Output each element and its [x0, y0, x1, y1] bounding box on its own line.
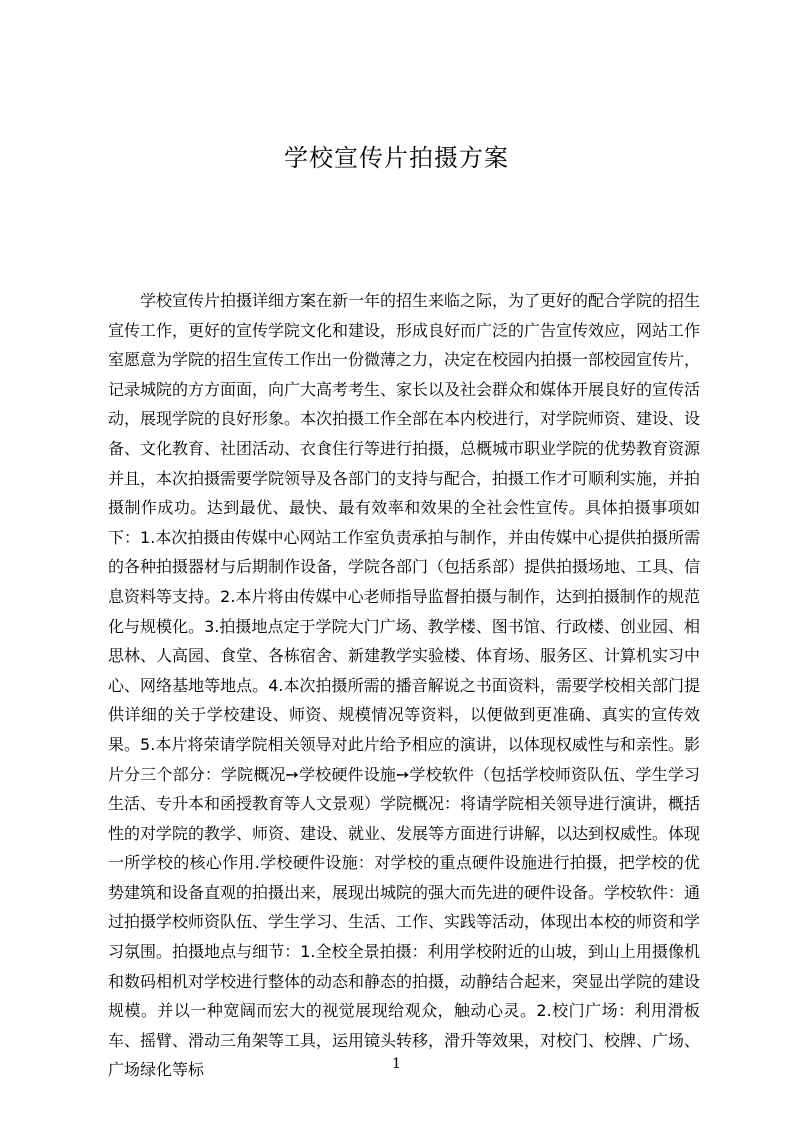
document-body-paragraph: 学校宣传片拍摄详细方案在新一年的招生来临之际，为了更好的配合学院的招生宣传工作，更好的宣传学院文化和建设，形成良好而广泛的广告宣传效应，网站工作室愿意为学院的招生宣传工作出一份微薄之力，决定在校园内拍摄一部校园宣传片，记录城院的方方面面，向广大高考考生、家长以及社会群众和媒体开展良好的宣传活动，展现学院的良好形象。本次拍摄工作全部在本内校进行，对学院师资、建设、设备、文化教育、社团活动、衣食住行等进行拍摄，总概城市职业学院的优势教育资源并且，本次拍摄需要学院领导及各部门的支持与配合，拍摄工作才可顺利实施，并拍摄制作成功。达到最优、最快、最有效率和效果的全社会性宣传。具体拍摄事项如下：1.本次拍摄由传媒中心网站工作室负责承拍与制作，并由传媒中心提供拍摄所需的各种拍摄器材与后期制作设备，学院各部门（包括系部）提供拍摄场地、工具、信息资料等支持。2.本片将由传媒中心老师指导监督拍摄与制作，达到拍摄制作的规范化与规模化。3.拍摄地点定于学院大门广场、教学楼、图书馆、行政楼、创业园、相思林、人高园、食堂、各栋宿舍、新建教学实验楼、体育场、服务区、计算机实习中心、网络基地等地点。4.本次拍摄所需的播音解说之书面资料，需要学校相关部门提供详细的关于学校建设、师资、规模情况等资料，以便做到更准确、真实的宣传效果。5.本片将荣请学院相关领导对此片给予相应的演讲，以体现权威性与和亲性。影片分三个部分：学院概况➙学校硬件设施➙学校软件（包括学校师资队伍、学生学习生活、专升本和函授教育等人文景观）学院概况：将请学院相关领导进行演讲，概括性的对学院的教学、师资、建设、就业、发展等方面进行讲解，以达到权威性。体现一所学校的核心作用.学校硬件设施：对学校的重点硬件设施进行拍摄，把学校的优势建筑和设备直观的拍摄出来，展现出城院的强大而先进的硬件设备。学校软件：通过拍摄学校师资队伍、学生学习、生活、工作、实践等活动，体现出本校的师资和学习氛围。拍摄地点与细节：1.全校全景拍摄：利用学校附近的山坡，到山上用摄像机和数码相机对学校进行整体的动态和静态的拍摄，动静结合起来，突显出学院的建设规模。并以一种宽阔而宏大的视觉展现给观众，触动心灵。2.校门广场：利用滑板车、摇臂、滑动三角架等工具，运用镜头转移，滑升等效果，对校门、校牌、广场、广场绿化等标 [108, 291, 701, 1080]
document-title: 学校宣传片拍摄方案 [284, 144, 509, 172]
page-number: 1 [392, 1056, 401, 1072]
